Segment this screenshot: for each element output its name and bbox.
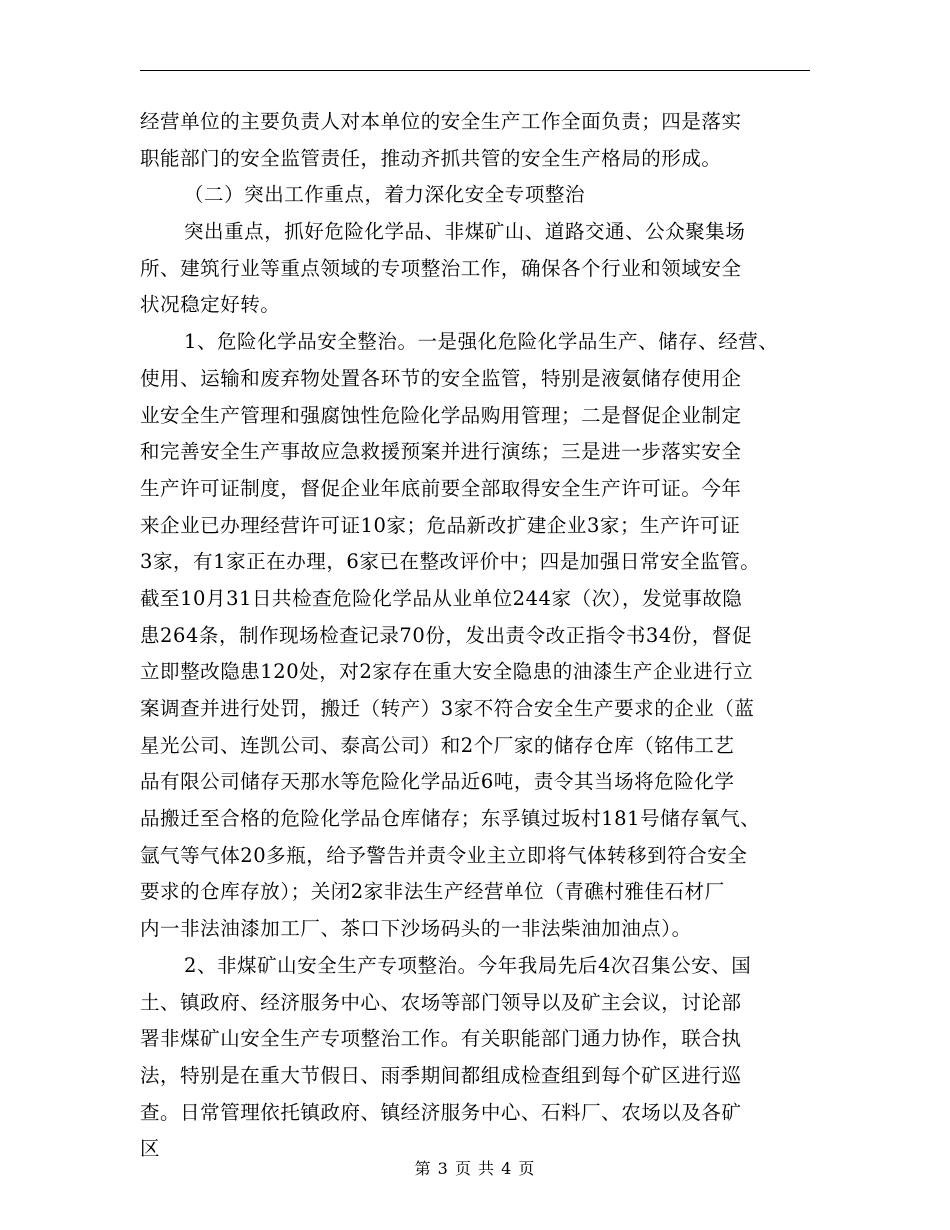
text-line: 立即整改隐患120处，对2家存在重大安全隐患的油漆生产企业进行立 [140,660,754,684]
text-line: 经营单位的主要负责人对本单位的安全生产工作全面负责；四是落实 [140,110,742,133]
text-line: 氩气等气体20多瓶，给予警告并责令业主立即将气体转移到符合安全 [140,843,748,867]
text-line: 和完善安全生产事故应急救援预案并进行演练；三是进一步落实安全 [140,440,742,464]
text-line: 使用、运输和废弃物处置各环节的安全监管，特别是液氨储存使用企 [140,366,742,390]
document-body [140,104,830,1168]
page-number-footer: 第 3 页 共 4 页 [414,1159,536,1178]
text-line: 截至10月31日共检查危险化学品从业单位244家（次），发觉事故隐 [140,586,743,610]
text-line: 区 [140,1137,161,1161]
text-line: 品有限公司储存天那水等危险化学品近6吨，责令其当场将危险化学 [140,770,735,794]
paragraph-start-line: 1、危险化学品安全整治。一是强化危险化学品生产、储存、经营、 [184,330,779,354]
text-line: 来企业已办理经营许可证10家；危品新改扩建企业3家；生产许可证 [140,513,741,537]
text-line: 星光公司、连凯公司、泰高公司）和2个厂家的储存仓库（铭伟工艺 [140,733,735,757]
paragraph-start-line: 2、非煤矿山安全生产专项整治。今年我局先后4次召集公安、国 [184,953,752,977]
text-line: 要求的仓库存放）；关闭2家非法生产经营单位（青礁村雅佳石材厂 [140,880,725,904]
text-line: 查。日常管理依托镇政府、镇经济服务中心、石料厂、农场以及各矿 [140,1100,742,1124]
section-heading: （二）突出工作重点，着力深化安全专项整治 [184,183,586,207]
text-line: 案调查并进行处罚，搬迁（转产）3家不符合安全生产要求的企业（蓝 [140,697,755,720]
text-line: 业安全生产管理和强腐蚀性危险化学品购用管理；二是督促企业制定 [140,403,742,427]
text-line: 职能部门的安全监管责任，推动齐抓共管的安全生产格局的形成。 [140,146,722,170]
text-line: 署非煤矿山安全生产专项整治工作。有关职能部门通力协作，联合执 [140,1027,742,1051]
text-line: 生产许可证制度，督促企业年底前要全部取得安全生产许可证。今年 [140,476,742,500]
header-rule [140,70,810,71]
text-line: 内一非法油漆加工厂、茶口下沙场码头的一非法柴油加油点）。 [140,917,692,941]
paragraph-start-line: 突出重点，抓好危险化学品、非煤矿山、道路交通、公众聚集场 [184,220,746,244]
text-line: 所、建筑行业等重点领域的专项整治工作，确保各个行业和领域安全 [140,256,742,280]
text-line: 土、镇政府、经济服务中心、农场等部门领导以及矿主会议，讨论部 [140,990,742,1014]
text-line: 法，特别是在重大节假日、雨季期间都组成检查组到每个矿区进行巡 [140,1063,742,1087]
text-line: 3家，有1家正在办理，6家已在整改评价中；四是加强日常安全监管。 [140,550,761,574]
text-line: 患264条，制作现场检查记录70份，发出责令改正指令书34份，督促 [140,623,752,647]
text-line: 品搬迁至合格的危险化学品仓库储存；东孚镇过坂村181号储存氧气、 [140,807,761,831]
text-line: 状况稳定好转。 [140,293,281,317]
